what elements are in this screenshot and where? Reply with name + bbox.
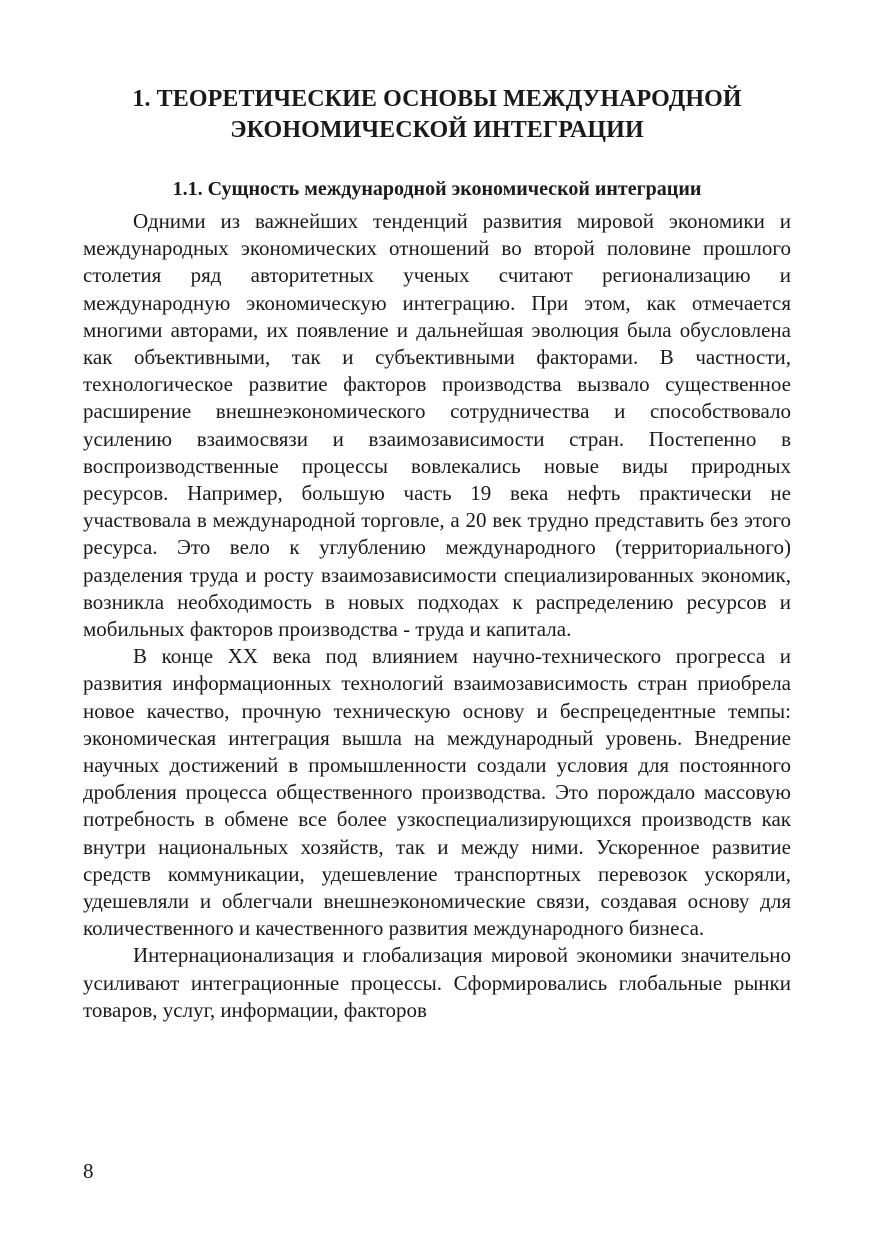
paragraph-2: В конце XX века под влиянием научно-технического прогресса и развития информационных технологий взаимозависимость стран приобрела новое качество, прочную техническую основу и беспрецедентные темпы: экономическая интеграция вышла на международный уровень. Внедрение научных достижений в промышленности создали условия для постоянного дробления процесса общественного производства. Это порождало массовую потребность в обмене все более узкоспециализирующихся производств как внутри национальных хозяйств, так и между ними. Ускоренное развитие средств коммуникации, удешевление транспортных перевозок ускоряли, удешевляли и облегчали внешнеэкономические связи, создавая основу для количественного и качественного развития международного бизнеса. — [83, 644, 791, 941]
paragraph-1: Одними из важнейших тенденций развития мировой экономики и международных экономических отношений во второй половине прошлого столетия ряд авторитетных ученых считают регионализацию и международную экономическую интеграцию. При этом, как отмечается многими авторами, их появление и дальнейшая эволюция была обусловлена как объективными, так и субъективными факторами. В частности, технологическое развитие факторов производства вызвало существенное расширение внешнеэкономического сотрудничества и способствовало усилению взаимосвязи и взаимозависимости стран. Постепенно в воспроизводственные процессы вовлекались новые виды природных ресурсов. Например, большую часть 19 века нефть практически не участвовала в международной торговле, а 20 век трудно представить без этого ресурса. Это вело к углублению международного (территориального) разделения труда и росту взаимозависимости специализированных экономик, возникла необходимость в новых подходах к распределению ресурсов и мобильных факторов производства - труда и капитала. — [83, 209, 791, 642]
paragraph-3: Интернационализация и глобализация мировой экономики значительно усиливают интеграционные процессы. Сформировались глобальные рынки товаров, услуг, информации, факторов — [83, 943, 791, 1022]
chapter-title — [83, 84, 791, 146]
page-content — [83, 84, 791, 1024]
chapter-title-line-1: 1. ТЕОРЕТИЧЕСКИЕ ОСНОВЫ МЕЖДУНАРОДНОЙ — [132, 86, 742, 112]
section-title: 1.1. Сущность международной экономической интеграции — [172, 178, 702, 200]
chapter-title-line-2: ЭКОНОМИЧЕСКОЙ ИНТЕГРАЦИИ — [230, 117, 644, 143]
page-number: 8 — [83, 1159, 94, 1183]
